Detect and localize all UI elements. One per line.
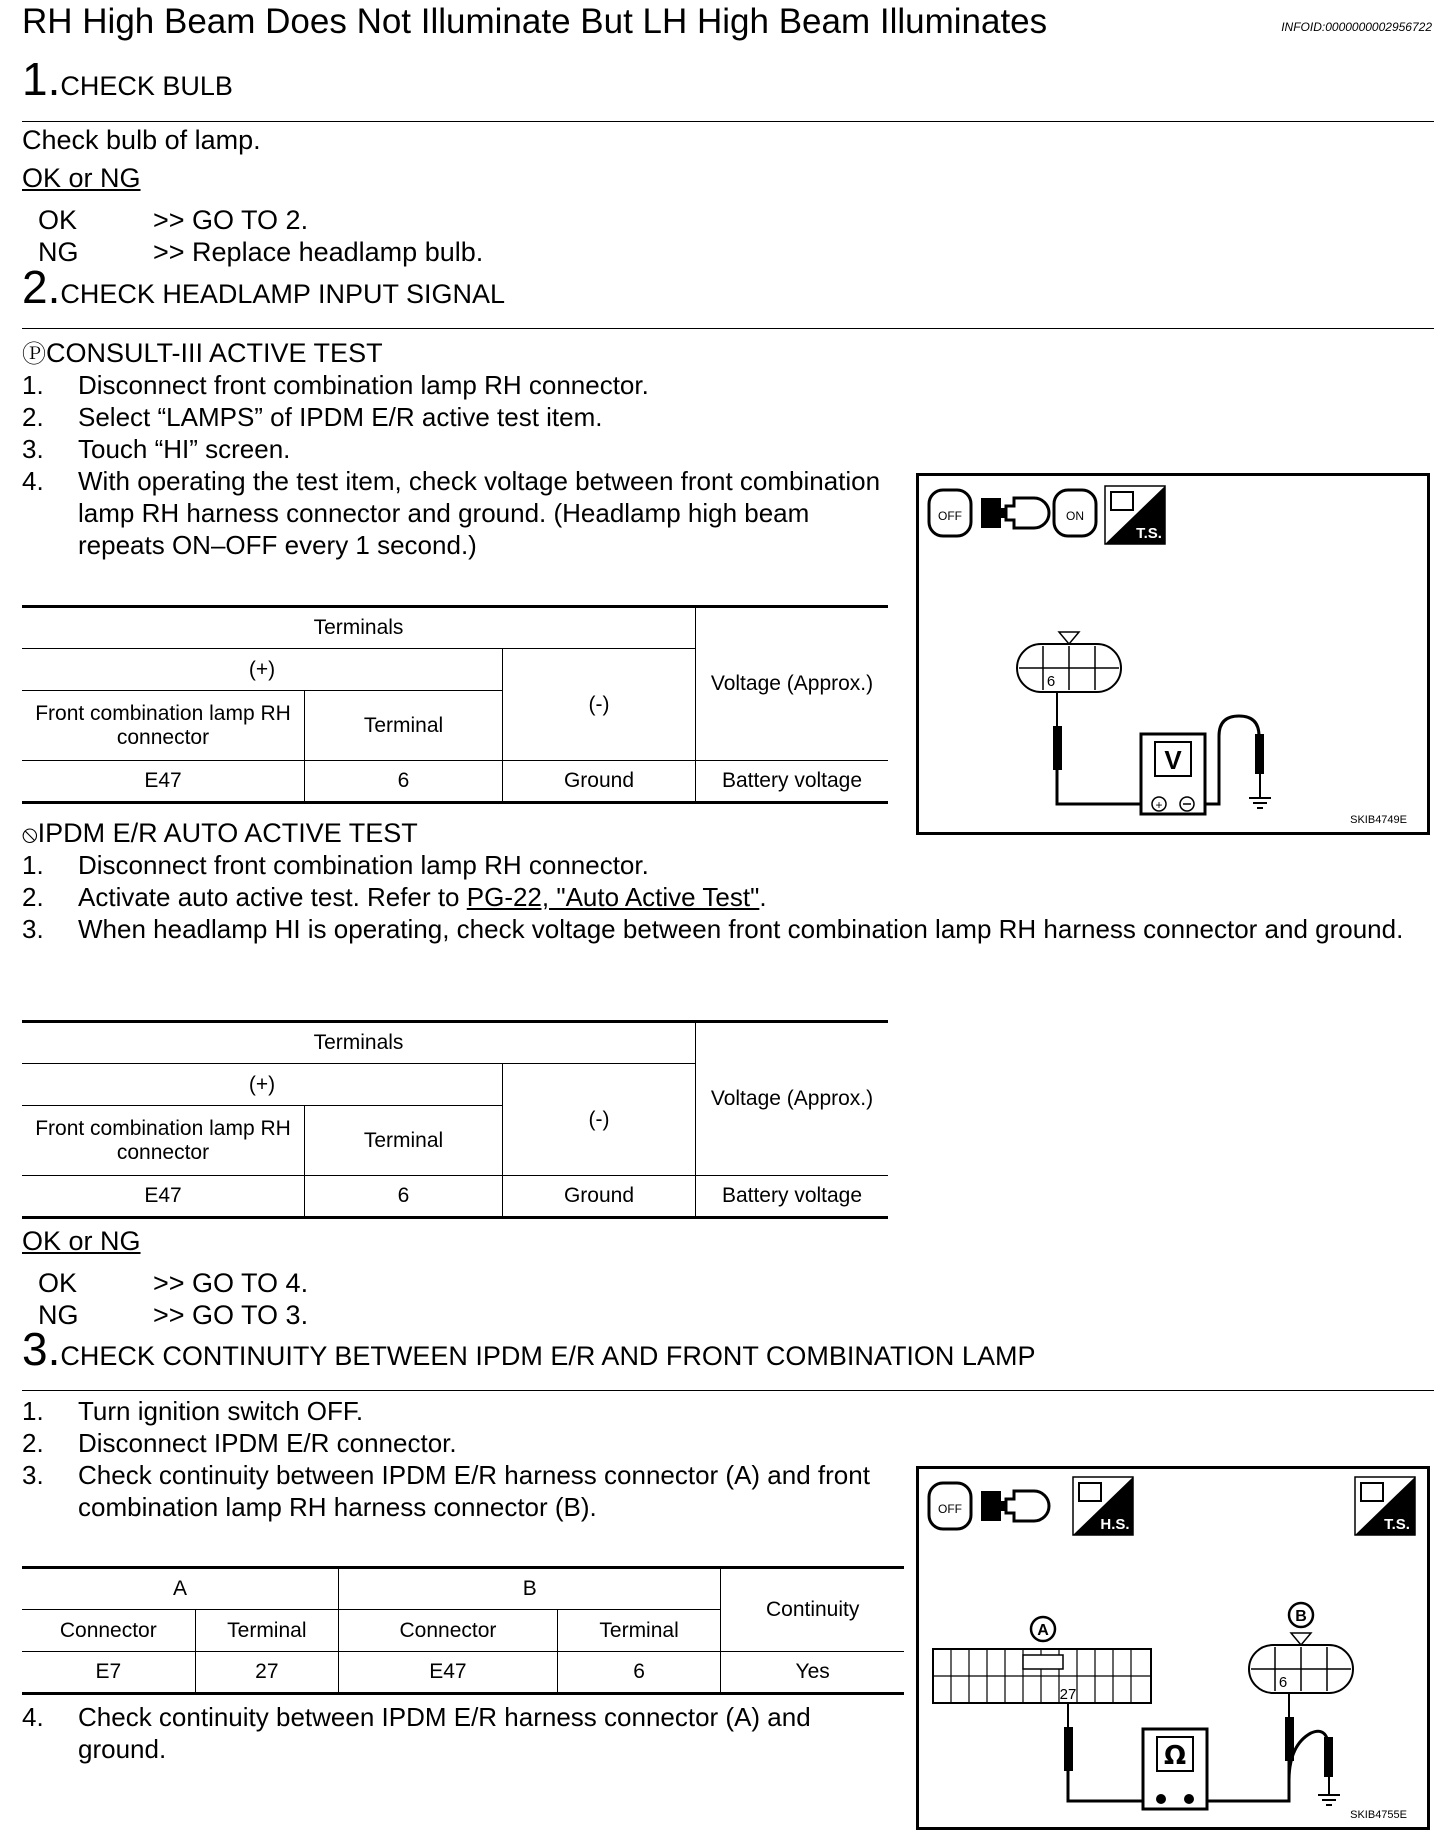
result-label: OK [38,1268,78,1298]
voltmeter [1141,734,1205,814]
result-action: >> Replace headlamp bulb. [153,237,484,267]
label-b: B [1295,1608,1307,1625]
cell-terminal: 6 [305,761,503,803]
step1-result-ok [22,205,308,236]
cell-a-conn: E7 [22,1652,195,1694]
cell-ground: Ground [503,761,696,803]
step3-number: 3. [22,1323,61,1375]
hdr-a-terminal: Terminal [195,1610,338,1652]
ts-badge-icon [1105,486,1165,544]
cell-a-term: 27 [195,1652,338,1694]
svg-text:+: + [1155,798,1163,812]
svg-text:T.S.: T.S. [1384,1516,1410,1533]
step3-title: CHECK CONTINUITY BETWEEN IPDM E/R AND FRONT COMBINATION LAMP [60,1341,1036,1371]
step3-steps [22,1395,902,1523]
voltage-table-2 [22,1020,888,1219]
svg-text:V: V [1164,745,1182,775]
hdr-terminals: Terminals [22,1022,696,1064]
svg-text:Ω: Ω [1163,1741,1187,1771]
step3-step4 [22,1701,902,1765]
auto-heading [22,817,418,851]
info-id: INFOID:0000000002956722 [1281,20,1432,34]
terminal-b: 6 [1278,1674,1288,1691]
ohmmeter [1143,1729,1207,1809]
consult-step-4: 4. With operating the test item, check voltage between front combination lamp RH harness connector and ground. (Headlamp high beam repeats ON–OFF every 1 second.) [22,466,881,560]
ignition-off-icon [929,490,971,536]
result-label: NG [38,1300,79,1330]
auto-heading-text: IPDM E/R AUTO ACTIVE TEST [37,818,418,848]
auto-steps [22,849,1427,945]
voltage-table-1 [22,605,888,804]
figure-code: SKIB4755E [1350,1809,1407,1821]
label-a: A [1037,1622,1049,1639]
cell-ground: Ground [503,1176,696,1218]
hdr-continuity: Continuity [721,1568,904,1652]
cell-b-conn: E47 [339,1652,558,1694]
step1-number: 1. [22,53,61,105]
hdr-minus: (-) [503,649,696,761]
auto-step-3: 3. When headlamp HI is operating, check voltage between front combination lamp RH harness connector and ground. [22,914,1404,944]
consult-step-3: 3. Touch “HI” screen. [22,434,291,464]
cell-connector: E47 [22,1176,305,1218]
hdr-minus: (-) [503,1064,696,1176]
cell-continuity: Yes [721,1652,904,1694]
figure-voltage-check [916,473,1430,835]
voltage-check-diagram [919,476,1427,832]
cell-b-term: 6 [557,1652,721,1694]
cell-terminal: 6 [305,1176,503,1218]
svg-text:OFF: OFF [938,509,962,523]
consult-steps [22,369,902,561]
step2-ok-ng: OK or NG [22,1226,141,1256]
step2-number: 2. [22,261,61,313]
hdr-connector: Front combination lamp RH connector [22,691,305,761]
continuity-table [22,1566,904,1695]
step3-heading [22,1322,1035,1376]
hdr-voltage: Voltage (Approx.) [696,607,889,761]
pg22-link[interactable]: PG-22, "Auto Active Test" [466,882,760,912]
result-label: OK [38,205,78,235]
svg-text:ON: ON [1066,509,1084,523]
hdr-terminal: Terminal [305,1106,503,1176]
cell-voltage: Battery voltage [696,761,889,803]
hdr-b-connector: Connector [339,1610,558,1652]
step1-rule [22,121,1434,122]
lamp-connector-b [1249,1603,1353,1693]
hdr-a: A [22,1568,339,1610]
cell-voltage: Battery voltage [696,1176,889,1218]
ts-badge-icon [1355,1477,1415,1535]
hdr-b-terminal: Terminal [557,1610,721,1652]
auto-step-2: 2. Activate auto active test. Refer to PG-22, "Auto Active Test". [22,882,767,912]
result-label: NG [38,237,79,267]
step3-rule [22,1390,1434,1391]
terminal-label: 6 [1046,673,1056,690]
cell-connector: E47 [22,761,305,803]
svg-text:OFF: OFF [938,1502,962,1516]
figure-continuity-check [916,1466,1430,1830]
svg-text:H.S.: H.S. [1100,1516,1130,1533]
step2-rule [22,328,1434,329]
connector-disconnect-icon [981,1491,1049,1521]
result-action: >> GO TO 3. [153,1300,309,1330]
harness-connector [1017,632,1121,692]
step2-title: CHECK HEADLAMP INPUT SIGNAL [60,279,505,309]
step1-ok-ng: OK or NG [22,163,141,193]
result-action: >> GO TO 4. [153,1268,309,1298]
ignition-on-icon [1054,490,1096,536]
consult-step-1: 1. Disconnect front combination lamp RH connector. [22,370,649,400]
continuity-check-diagram [919,1469,1427,1827]
ipdm-connector-a [933,1617,1151,1703]
hdr-b: B [339,1568,721,1610]
step3-item-3: 3. Check continuity between IPDM E/R harness connector (A) and front combination lamp RH harness connector (B). [22,1460,870,1522]
hdr-plus: (+) [22,649,503,691]
hs-badge-icon [1073,1477,1133,1535]
consult-icon: Ⓟ [22,341,46,368]
step3-item-2: 2. Disconnect IPDM E/R connector. [22,1428,457,1458]
step3-item-4: 4. Check continuity between IPDM E/R harness connector (A) and ground. [22,1702,811,1764]
terminal-a: 27 [1059,1686,1077,1703]
auto-step-1: 1. Disconnect front combination lamp RH connector. [22,850,649,880]
auto-icon: ⦸ [22,821,38,848]
svg-text:T.S.: T.S. [1136,525,1162,542]
step1-heading [22,52,233,106]
consult-heading-text: CONSULT-III ACTIVE TEST [46,338,383,368]
step1-title: CHECK BULB [60,71,233,101]
step2-result-ok [22,1268,308,1299]
step1-text: Check bulb of lamp. [22,125,261,155]
hdr-terminals: Terminals [22,607,696,649]
page-title: RH High Beam Does Not Illuminate But LH High Beam Illuminates [22,2,1048,41]
step2-heading [22,260,505,314]
connector-disconnect-icon [981,498,1049,528]
consult-heading [22,337,383,371]
hdr-plus: (+) [22,1064,503,1106]
hdr-a-connector: Connector [22,1610,195,1652]
hdr-voltage: Voltage (Approx.) [696,1022,889,1176]
result-action: >> GO TO 2. [153,205,309,235]
ignition-off-icon [929,1483,971,1529]
figure-code: SKIB4749E [1350,814,1407,826]
step3-item-1: 1. Turn ignition switch OFF. [22,1396,364,1426]
consult-step-2: 2. Select “LAMPS” of IPDM E/R active test item. [22,402,603,432]
hdr-terminal: Terminal [305,691,503,761]
hdr-connector: Front combination lamp RH connector [22,1106,305,1176]
